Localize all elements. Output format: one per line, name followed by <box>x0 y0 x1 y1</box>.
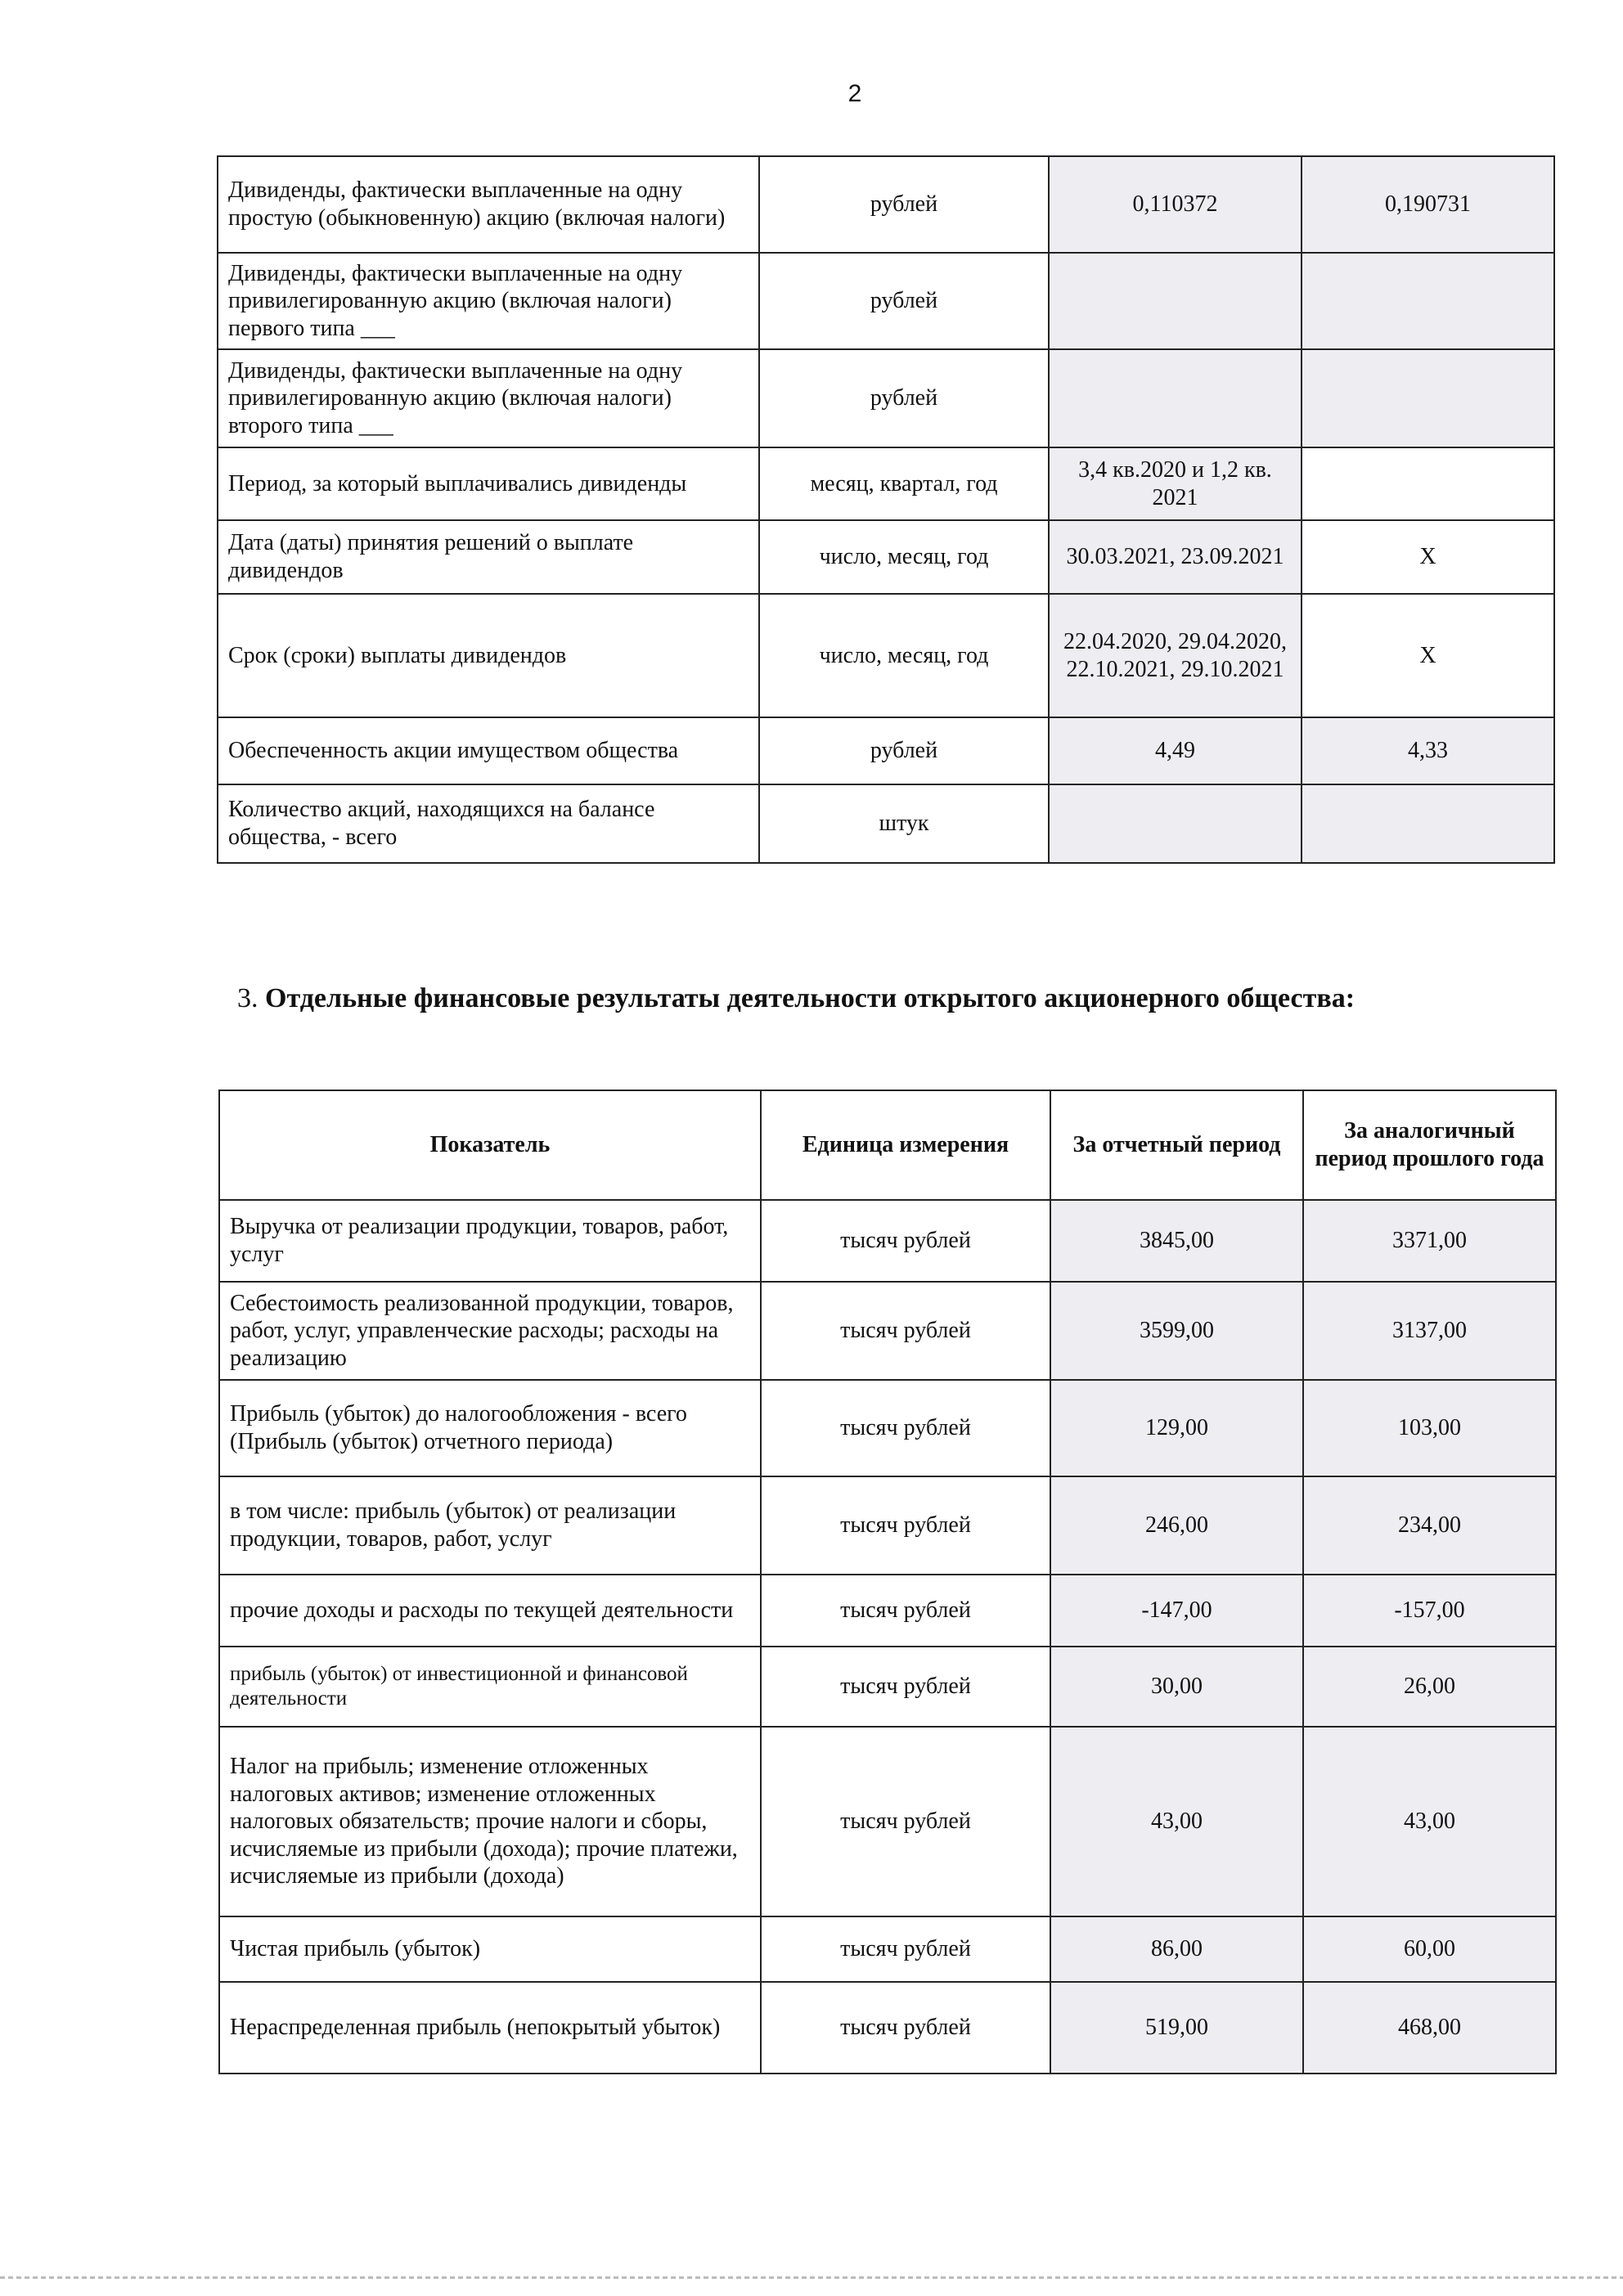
row-previous-value: 3137,00 <box>1303 1282 1556 1380</box>
row-unit: тысяч рублей <box>761 1575 1050 1647</box>
table-row <box>218 594 1554 717</box>
table-row <box>219 1200 1556 1282</box>
scan-edge-line <box>0 2276 1623 2279</box>
row-unit: тысяч рублей <box>761 1727 1050 1916</box>
row-previous-value <box>1302 447 1554 520</box>
row-label: Выручка от реализации продукции, товаров, работ, услуг <box>219 1200 761 1282</box>
row-label: Нераспределенная прибыль (непокрытый убыток) <box>219 1982 761 2074</box>
row-label: прибыль (убыток) от инвестиционной и финансовой деятельности <box>219 1647 761 1727</box>
table-row <box>218 717 1554 784</box>
row-previous-value: X <box>1302 520 1554 594</box>
row-previous-value: X <box>1302 594 1554 717</box>
table-row <box>219 1916 1556 1982</box>
row-current-value: 0,110372 <box>1049 156 1302 253</box>
row-label: Дивиденды, фактически выплаченные на одну привилегированную акцию (включая налоги) второго типа ___ <box>218 349 759 447</box>
row-unit: месяц, квартал, год <box>759 447 1049 520</box>
table-row <box>219 1647 1556 1727</box>
table-row <box>219 1727 1556 1916</box>
row-current-value: 30,00 <box>1050 1647 1303 1727</box>
table-row <box>218 520 1554 594</box>
section-title: Отдельные финансовые результаты деятельности открытого акционерного общества: <box>265 983 1355 1013</box>
table-row <box>218 784 1554 863</box>
row-label: Дивиденды, фактически выплаченные на одну простую (обыкновенную) акцию (включая налоги) <box>218 156 759 253</box>
row-unit: тысяч рублей <box>761 1200 1050 1282</box>
row-unit: число, месяц, год <box>759 594 1049 717</box>
row-unit: тысяч рублей <box>761 1647 1050 1727</box>
row-current-value: 129,00 <box>1050 1380 1303 1476</box>
row-previous-value <box>1302 253 1554 349</box>
header-previous-period: За аналогичный период прошлого года <box>1303 1090 1556 1200</box>
row-previous-value: 468,00 <box>1303 1982 1556 2074</box>
row-previous-value <box>1302 349 1554 447</box>
row-unit: тысяч рублей <box>761 1916 1050 1982</box>
page-number: 2 <box>847 80 862 107</box>
row-current-value <box>1049 784 1302 863</box>
row-previous-value: 43,00 <box>1303 1727 1556 1916</box>
row-label: Дата (даты) принятия решений о выплате дивидендов <box>218 520 759 594</box>
table-row <box>218 253 1554 349</box>
row-label: прочие доходы и расходы по текущей деятельности <box>219 1575 761 1647</box>
row-unit: тысяч рублей <box>761 1380 1050 1476</box>
row-previous-value: 3371,00 <box>1303 1200 1556 1282</box>
row-unit: тысяч рублей <box>761 1282 1050 1380</box>
row-label: Период, за который выплачивались дивиденды <box>218 447 759 520</box>
row-label: в том числе: прибыль (убыток) от реализации продукции, товаров, работ, услуг <box>219 1476 761 1575</box>
dividends-table <box>217 155 1555 864</box>
row-previous-value <box>1302 784 1554 863</box>
row-previous-value: 4,33 <box>1302 717 1554 784</box>
row-label: Себестоимость реализованной продукции, товаров, работ, услуг, управленческие расходы; расходы на реализацию <box>219 1282 761 1380</box>
row-current-value: 43,00 <box>1050 1727 1303 1916</box>
table-row <box>219 1380 1556 1476</box>
row-current-value: -147,00 <box>1050 1575 1303 1647</box>
row-current-value: 4,49 <box>1049 717 1302 784</box>
row-label: Налог на прибыль; изменение отложенных налоговых активов; изменение отложенных налоговых обязательств; прочие налоги и сборы, исчисляемые из прибыли (дохода); прочие платежи, исчисляемые из прибыли (дохода) <box>219 1727 761 1916</box>
header-unit: Единица измерения <box>761 1090 1050 1200</box>
row-unit: штук <box>759 784 1049 863</box>
row-label: Обеспеченность акции имуществом общества <box>218 717 759 784</box>
row-current-value: 86,00 <box>1050 1916 1303 1982</box>
row-unit: рублей <box>759 156 1049 253</box>
row-current-value: 30.03.2021, 23.09.2021 <box>1049 520 1302 594</box>
row-unit: рублей <box>759 717 1049 784</box>
row-label: Дивиденды, фактически выплаченные на одну привилегированную акцию (включая налоги) первого типа ___ <box>218 253 759 349</box>
row-unit: рублей <box>759 349 1049 447</box>
row-previous-value: 0,190731 <box>1302 156 1554 253</box>
financial-results-table <box>218 1090 1557 2074</box>
row-previous-value: -157,00 <box>1303 1575 1556 1647</box>
section-number: 3. <box>237 983 259 1013</box>
header-current-period: За отчетный период <box>1050 1090 1303 1200</box>
table-row <box>219 1476 1556 1575</box>
row-current-value: 519,00 <box>1050 1982 1303 2074</box>
row-label: Количество акций, находящихся на балансе общества, - всего <box>218 784 759 863</box>
table-row <box>219 1575 1556 1647</box>
row-current-value: 246,00 <box>1050 1476 1303 1575</box>
table-header-row <box>219 1090 1556 1200</box>
row-current-value: 3,4 кв.2020 и 1,2 кв. 2021 <box>1049 447 1302 520</box>
row-unit: тысяч рублей <box>761 1982 1050 2074</box>
row-unit: тысяч рублей <box>761 1476 1050 1575</box>
header-indicator: Показатель <box>219 1090 761 1200</box>
row-current-value <box>1049 253 1302 349</box>
row-previous-value: 103,00 <box>1303 1380 1556 1476</box>
table-row <box>219 1282 1556 1380</box>
row-previous-value: 60,00 <box>1303 1916 1556 1982</box>
table-row <box>218 349 1554 447</box>
table-row <box>219 1982 1556 2074</box>
row-label: Срок (сроки) выплаты дивидендов <box>218 594 759 717</box>
row-current-value: 3845,00 <box>1050 1200 1303 1282</box>
row-label: Чистая прибыль (убыток) <box>219 1916 761 1982</box>
row-current-value: 3599,00 <box>1050 1282 1303 1380</box>
row-unit: рублей <box>759 253 1049 349</box>
row-current-value: 22.04.2020, 29.04.2020, 22.10.2021, 29.10.2021 <box>1049 594 1302 717</box>
row-label: Прибыль (убыток) до налогообложения - всего (Прибыль (убыток) отчетного периода) <box>219 1380 761 1476</box>
table-row <box>218 156 1554 253</box>
row-unit: число, месяц, год <box>759 520 1049 594</box>
row-previous-value: 26,00 <box>1303 1647 1556 1727</box>
table-row <box>218 447 1554 520</box>
row-previous-value: 234,00 <box>1303 1476 1556 1575</box>
row-current-value <box>1049 349 1302 447</box>
section-heading <box>237 982 1556 1017</box>
